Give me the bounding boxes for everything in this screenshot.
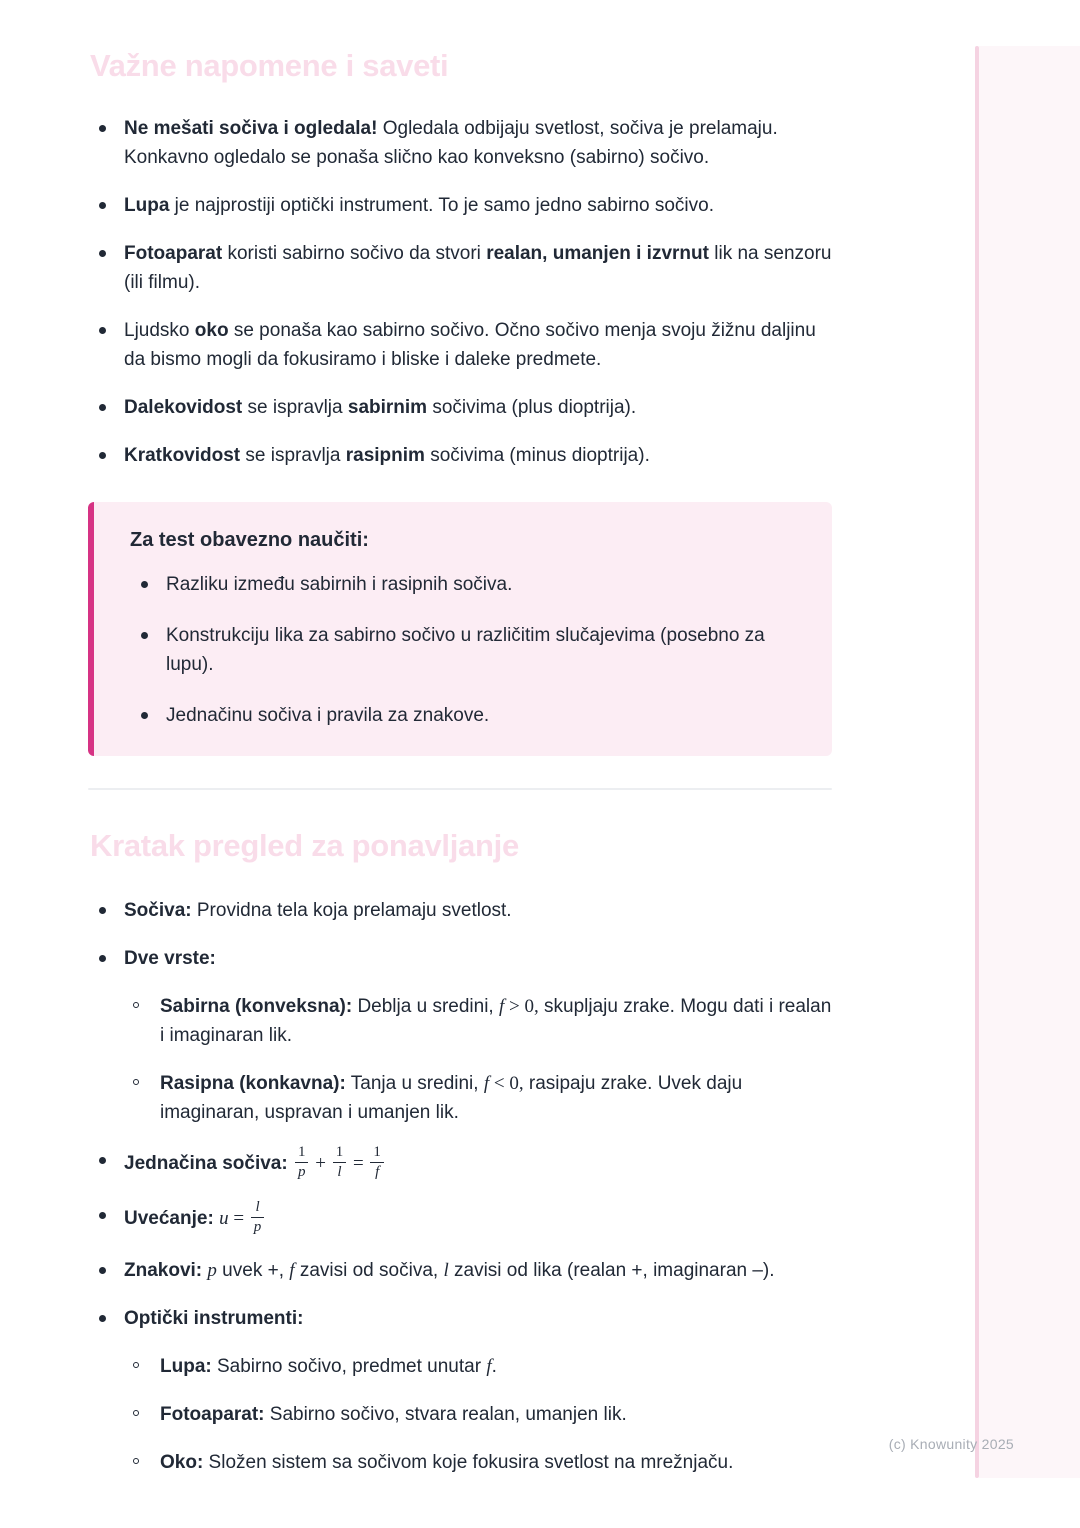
list-item-text <box>124 397 636 418</box>
list-item <box>88 239 832 297</box>
text-segment: se ispravlja <box>240 445 346 466</box>
bullet-dot-icon <box>99 1315 106 1322</box>
text-segment: Fotoaparat: <box>160 1404 265 1425</box>
text-segment: Složen sistem sa sočivom koje fokusira svetlost na mrežnjaču. <box>203 1452 734 1473</box>
list-item-text <box>124 948 216 969</box>
text-segment: rasipaju zrake. Uvek daju imaginaran, uspravan i umanjen lik. <box>160 1073 743 1123</box>
section-napomene <box>88 48 832 470</box>
list-item <box>88 441 832 470</box>
bullet-dot-icon <box>141 632 148 639</box>
list-item-text <box>124 1144 386 1180</box>
sub-list <box>124 992 832 1127</box>
bullet-circle-icon <box>133 1079 139 1085</box>
text-segment: sabirnim <box>347 397 428 418</box>
bullet-dot-icon <box>99 1157 106 1164</box>
text-segment: > 0, <box>504 996 539 1017</box>
text-segment: f <box>483 1073 490 1094</box>
list-item-text <box>166 625 765 675</box>
list-item-text <box>124 195 714 216</box>
bullet-dot-icon <box>141 712 148 719</box>
list-item-text <box>124 445 650 466</box>
list-item-text <box>166 574 512 595</box>
text-segment: Ne mešati sočiva i ogledala! <box>124 118 378 139</box>
text-segment: Konstrukciju lika za sabirno sočivo u različitim slučajevima (posebno za lupu). <box>166 625 765 675</box>
bullet-dot-icon <box>99 250 106 257</box>
text-segment: u <box>219 1208 229 1230</box>
text-segment: Sabirna (konveksna): <box>160 996 353 1017</box>
callout-list <box>130 570 802 730</box>
list-item <box>88 191 832 220</box>
bullet-dot-icon <box>99 125 106 132</box>
notes-page <box>88 48 832 1477</box>
bullet-dot-icon <box>99 404 106 411</box>
section-divider <box>88 788 832 790</box>
list-item-text <box>160 996 831 1046</box>
text-segment: l <box>443 1260 449 1281</box>
text-segment: Providna tela koja prelamaju svetlost. <box>191 900 512 921</box>
list-item <box>88 944 832 1127</box>
list-item <box>88 1304 832 1477</box>
text-segment: Dve vrste: <box>124 948 216 969</box>
text-segment: Ljudsko <box>124 320 195 341</box>
text-segment: Lupa <box>124 195 170 216</box>
list-item-text <box>160 1073 742 1123</box>
text-segment: f <box>289 1260 295 1281</box>
text-segment: Uvećanje: <box>124 1208 214 1230</box>
text-segment: lik na senzoru (ili filmu). <box>124 243 832 293</box>
list-item <box>130 621 802 679</box>
list-item-text <box>124 320 816 370</box>
list-item <box>88 316 832 374</box>
text-segment: Tanja u sredini, <box>345 1073 484 1094</box>
text-segment: + <box>310 1153 331 1175</box>
list-item <box>88 393 832 422</box>
list-item <box>88 896 832 925</box>
sub-list <box>124 1352 832 1477</box>
section-pregled <box>88 828 832 1477</box>
text-segment: rasipnim <box>345 445 425 466</box>
text-segment: je najprostiji optički instrument. To je samo jedno sabirno sočivo. <box>169 195 714 216</box>
bullet-circle-icon <box>133 1362 139 1368</box>
text-segment: Jednačinu sočiva i pravila za znakove. <box>166 705 490 726</box>
page-edge-band <box>979 46 1080 1478</box>
text-segment: Sočiva: <box>124 900 192 921</box>
bullet-dot-icon <box>99 1267 106 1274</box>
text-segment: f <box>498 996 505 1017</box>
list-item <box>124 1448 832 1477</box>
bullet-dot-icon <box>99 907 106 914</box>
text-segment: f <box>486 1356 492 1377</box>
text-segment: zavisi od lika (realan +, imaginaran –). <box>448 1260 775 1281</box>
fraction: $\frac{l}{p}$ <box>251 1199 265 1235</box>
bullet-circle-icon <box>133 1458 139 1464</box>
list-item-text <box>160 1404 627 1425</box>
list-item <box>88 114 832 172</box>
text-segment: < 0, <box>489 1073 524 1094</box>
pregled-list <box>88 896 832 1477</box>
text-segment <box>288 1153 293 1174</box>
bullet-dot-icon <box>99 202 106 209</box>
list-item <box>88 1146 832 1182</box>
list-item-text <box>124 243 831 293</box>
text-segment: Fotoaparat <box>124 243 223 264</box>
page-edge-accent-line <box>975 46 979 1478</box>
list-item-text <box>124 1199 266 1235</box>
section-title-pregled: Kratak pregled za ponavljanje <box>90 828 519 863</box>
section-title-napomene: Važne napomene i saveti <box>90 48 449 83</box>
bullet-circle-icon <box>133 1002 139 1008</box>
copyright-footer: (c) Knowunity 2025 <box>888 1436 1014 1452</box>
bullet-circle-icon <box>133 1410 139 1416</box>
text-segment: p <box>207 1260 217 1281</box>
text-segment: Optički instrumenti: <box>124 1308 304 1329</box>
list-item-text <box>124 1308 303 1329</box>
text-segment: Razliku između sabirnih i rasipnih sočiva. <box>166 574 513 595</box>
text-segment: zavisi od sočiva, <box>294 1260 444 1281</box>
fraction: $\frac{1}{p}$ <box>295 1144 309 1180</box>
text-segment: Sabirno sočivo, stvara realan, umanjen lik. <box>264 1404 627 1425</box>
list-item-text <box>166 705 489 726</box>
callout-title: Za test obavezno naučiti: <box>130 529 369 551</box>
fraction: $\frac{1}{f}$ <box>370 1144 384 1180</box>
list-item <box>88 1201 832 1237</box>
text-segment: = <box>348 1153 369 1175</box>
text-segment: Ogledala odbijaju svetlost, sočiva je prelamaju. Konkavno ogledalo se ponaša slično kao konveksno (sabirno) sočivo. <box>124 118 778 168</box>
text-segment: Znakovi: <box>124 1260 203 1281</box>
list-item <box>130 701 802 730</box>
list-item-text <box>124 118 778 168</box>
text-segment: sočivima (minus dioptrija). <box>424 445 650 466</box>
list-item <box>124 992 832 1050</box>
text-segment: sočivima (plus dioptrija). <box>427 397 637 418</box>
callout-za-test <box>88 502 832 756</box>
list-item-text <box>160 1452 733 1473</box>
text-segment: se ispravlja <box>242 397 348 418</box>
text-segment: koristi sabirno sočivo da stvori <box>222 243 487 264</box>
text-segment: Deblja u sredini, <box>352 996 499 1017</box>
text-segment: . <box>491 1356 497 1377</box>
list-item-text <box>124 900 512 921</box>
text-segment: = <box>228 1208 249 1230</box>
bullet-dot-icon <box>99 452 106 459</box>
list-item-text <box>124 1260 775 1281</box>
list-item <box>124 1069 832 1127</box>
bullet-dot-icon <box>99 327 106 334</box>
fraction: $\frac{1}{l}$ <box>333 1144 347 1180</box>
text-segment: Sabirno sočivo, predmet unutar <box>211 1356 487 1377</box>
text-segment: skupljaju zrake. Mogu dati i realan i imaginaran lik. <box>160 996 832 1046</box>
text-segment: Kratkovidost <box>124 445 241 466</box>
text-segment: oko <box>194 320 229 341</box>
text-segment: uvek +, <box>216 1260 290 1281</box>
list-item <box>124 1400 832 1429</box>
text-segment: se ponaša kao sabirno sočivo. Očno sočivo menja svoju žižnu daljinu da bismo mogli da fokusiramo i bliske i daleke predmete. <box>124 320 816 370</box>
list-item <box>130 570 802 599</box>
text-segment: Dalekovidost <box>124 397 243 418</box>
text-segment: realan, umanjen i izvrnut <box>486 243 709 264</box>
bullet-dot-icon <box>99 1212 106 1219</box>
text-segment: Rasipna (konkavna): <box>160 1073 346 1094</box>
list-item-text <box>160 1356 497 1377</box>
bullet-dot-icon <box>99 955 106 962</box>
bullet-dot-icon <box>141 581 148 588</box>
text-segment: Oko: <box>160 1452 204 1473</box>
list-item <box>124 1352 832 1381</box>
text-segment: Lupa: <box>160 1356 212 1377</box>
text-segment: Jednačina sočiva: <box>124 1153 288 1175</box>
list-item <box>88 1256 832 1285</box>
napomene-list <box>88 114 832 470</box>
